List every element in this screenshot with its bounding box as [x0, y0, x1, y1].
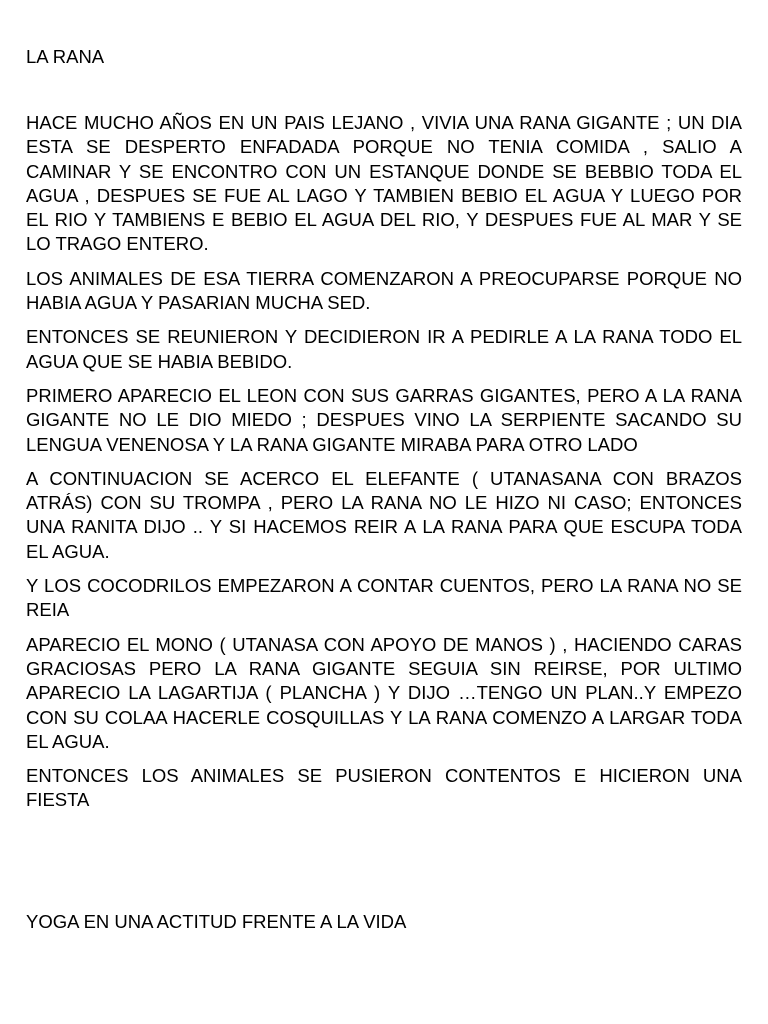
document-footer-line: YOGA EN UNA ACTITUD FRENTE A LA VIDA [26, 911, 407, 932]
story-paragraph: ENTONCES SE REUNIERON Y DECIDIERON IR A PEDIRLE A LA RANA TODO EL AGUA QUE SE HABIA BEBIDO. [26, 326, 742, 372]
document-title: LA RANA [26, 46, 105, 67]
story-body [26, 111, 742, 823]
story-paragraph: LOS ANIMALES DE ESA TIERRA COMENZARON A PREOCUPARSE PORQUE NO HABIA AGUA Y PASARIAN MUCHA SED. [26, 267, 742, 314]
story-paragraph: PRIMERO APARECIO EL LEON CON SUS GARRAS GIGANTES, PERO A LA RANA GIGANTE NO LE DIO MIEDO ; DESPUES VINO LA SERPIENTE SACANDO SU LENGUA VENENOSA Y LA RANA GIGANTE MIRABA PARA OTRO LADO [26, 384, 742, 455]
story-paragraph: ENTONCES LOS ANIMALES SE PUSIERON CONTENTOS E HICIERON UNA FIESTA [26, 765, 742, 811]
story-paragraph: HACE MUCHO AÑOS EN UN PAIS LEJANO , VIVIA UNA RANA GIGANTE ; UN DIA ESTA SE DESPERTO ENFADADA PORQUE NO TENIA COMIDA , SALIO A CAMINAR Y SE ENCONTRO CON UN ESTANQUE DONDE SE BEBBIO TODA EL AGUA , DESPUES SE FUE AL LAGO Y TAMBIEN BEBIO EL AGUA Y LUEGO POR EL RIO Y TAMBIENS E BEBIO EL AGUA DEL RIO, Y DESPUES FUE AL MAR Y SE LO TRAGO ENTERO. [26, 112, 742, 255]
story-paragraph: A CONTINUACION SE ACERCO EL ELEFANTE ( UTANASANA CON BRAZOS ATRÁS) CON SU TROMPA , PERO LA RANA NO LE HIZO NI CASO; ENTONCES UNA RANITA DIJO .. Y SI HACEMOS REIR A LA RANA PARA QUE ESCUPA TODA EL AGUA. [26, 467, 742, 562]
story-paragraph: APARECIO EL MONO ( UTANASA CON APOYO DE MANOS ) , HACIENDO CARAS GRACIOSAS PERO LA RANA GIGANTE SEGUIA SIN REIRSE, POR ULTIMO APARECIO LA LAGARTIJA ( PLANCHA ) Y DIJO …TENGO UN PLAN..Y EMPEZO CON SU COLAA HACERLE COSQUILLAS Y LA RANA COMENZO A LARGAR TODA EL AGUA. [26, 633, 742, 752]
story-paragraph: Y LOS COCODRILOS EMPEZARON A CONTAR CUENTOS, PERO LA RANA NO SE REIA [26, 575, 742, 621]
